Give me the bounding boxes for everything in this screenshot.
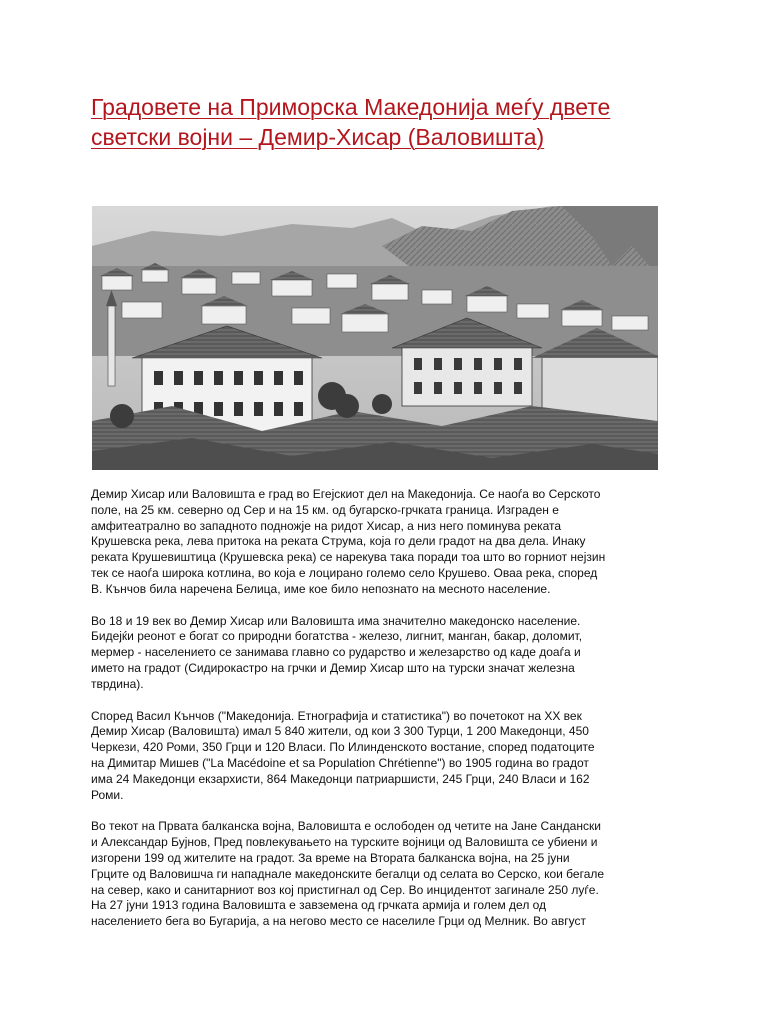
paragraph-3: Според Васил Кънчов ("Македонија. Етнографија и статистика") во почетокот на XX век Демир Хисар (Валовишта) имал 5 840 жители, од кои 3 300 Турци, 1 200 Македонци, 450 Черкези, 420 Роми, 350 Грци и 120 Власи. По Илинденското востание, според податоците на Димитар Мишев ("La Macédoine et sa Population Chrétienne") во 1905 година во градот има 24 Македонци екзархисти, 864 Македонци патриаршисти, 245 Грци, 240 Власи и 162 Роми. — [91, 708, 595, 802]
paragraph-1: Демир Хисар или Валовишта е град во Егејскиот дел на Македонија. Се наоѓа во Серското поле, на 25 км. северно од Сер и на 15 км. од бугарско-грчката граница. Изграден е амфитеатрално во западното подножје на ридот Хисар, а низ него поминува реката Крушевска река, лева притока на реката Струма, која го дели градот на два дела. Инаку реката Крушевиштица (Крушевска река) се нарекува така поради тоа што во горниот нејзин тек се наоѓа широка котлина, во која е лоцирано големо село Крушево. Оваа река, според В. Кънчов била наречена Белица, име кое било непознато на месното население. — [91, 487, 606, 596]
page-title[interactable]: Градовете на Приморска Македонија меѓу двете светски војни – Демир-Хисар (Валовишта) — [91, 94, 611, 150]
paragraph-2: Во 18 и 19 век во Демир Хисар или Валовишта има значително македонско население. Бидејќи реонот е богат со природни богатства - железо, лигнит, манган, бакар, доломит, мермер - населението се занимава главно со рударство и железарство од каде доаѓа и името на градот (Сидирокастро на грчки и Демир Хисар што на турски значат железна тврдина). — [91, 613, 583, 691]
paragraph-4: Во текот на Првата балканска војна, Валовишта е ослободен од четите на Јане Сандански и Александар Бујнов, Пред повлекувањето на турските војници од Валовишта се убиени и изгорени 199 од жителите на градот. За време на Втората балканска војна, на 25 јуни Грците од Валовишча ги нападнале македонските бегалци од селата во Серско, кои бегале на север, како и санитарниот воз кој пристигнал од Сер. Во инцидентот загинале 250 луѓе. На 27 јуни 1913 година Валовишта е завземена од грчката армија и голем дел од населението бега во Бугарија, а на негово место се населиле Грци од Мелник. Во август — [91, 819, 605, 929]
town-panorama-photo — [92, 206, 658, 470]
article-body — [91, 487, 671, 946]
